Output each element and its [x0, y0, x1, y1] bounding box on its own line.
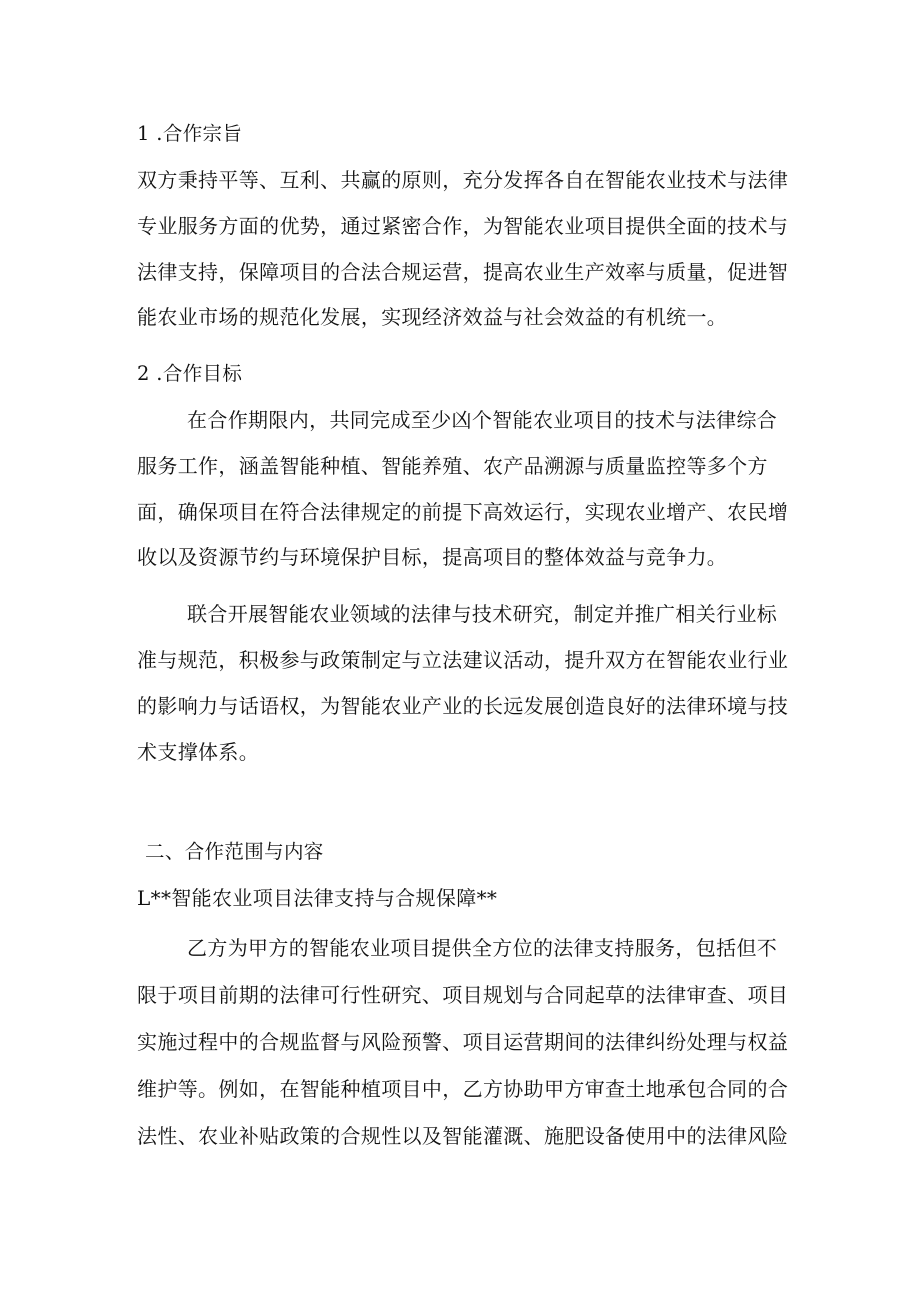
- section-3-line-1: 乙方为甲方的智能农业项目提供全方位的法律支持服务，包括但不: [187, 936, 778, 960]
- section-3-line-3: 实施过程中的合规监督与风险预警、项目运营期间的法律纠纷处理与权益: [137, 1030, 789, 1054]
- section-1-line-1: 双方秉持平等、互利、共赢的原则，充分发挥各自在智能农业技术与法律: [137, 168, 789, 192]
- section-2-paragraph-2-line-2: 准与规范，积极参与政策制定与立法建议活动，提升双方在智能农业行业: [137, 648, 789, 672]
- section-3-line-2: 限于项目前期的法律可行性研究、项目规划与合同起草的法律审查、项目: [137, 983, 789, 1007]
- section-3-line-5: 法性、农业补贴政策的合规性以及智能灌溉、施肥设备使用中的法律风险: [137, 1124, 789, 1148]
- section-2-paragraph-1-line-3: 面，确保项目在符合法律规定的前提下高效运行，实现农业增产、农民增: [137, 500, 789, 524]
- section-3-heading: 二、合作范围与内容: [145, 840, 324, 863]
- section-2-heading: 2 .合作目标: [137, 362, 243, 385]
- section-2-paragraph-2-line-4: 术支撑体系。: [137, 740, 260, 764]
- section-2-paragraph-1-line-2: 服务工作，涵盖智能种植、智能养殖、农产品溯源与质量监控等多个方: [137, 454, 768, 478]
- section-2-paragraph-2-line-3: 的影响力与话语权，为智能农业产业的长远发展创造良好的法律环境与技: [137, 694, 789, 718]
- section-2-paragraph-1-line-4: 收以及资源节约与环境保护目标，提高项目的整体效益与竞争力。: [137, 545, 728, 569]
- section-3-line-4: 维护等。例如，在智能种植项目中，乙方协助甲方审查土地承包合同的合: [137, 1077, 789, 1101]
- section-3-subheading: L**智能农业项目法律支持与合规保障**: [137, 886, 498, 910]
- section-1-heading: 1 .合作宗旨: [137, 122, 243, 145]
- section-1-line-4: 能农业市场的规范化发展，实现经济效益与社会效益的有机统一。: [137, 305, 728, 329]
- section-2-paragraph-2-line-1: 联合开展智能农业领域的法律与技术研究，制定并推广相关行业标: [187, 602, 778, 626]
- section-2-paragraph-1-line-1: 在合作期限内，共同完成至少凶个智能农业项目的技术与法律综合: [187, 408, 778, 432]
- section-1-line-3: 法律支持，保障项目的合法合规运营，提高农业生产效率与质量，促进智: [137, 260, 789, 284]
- section-1-line-2: 专业服务方面的优势，通过紧密合作，为智能农业项目提供全面的技术与: [137, 214, 789, 238]
